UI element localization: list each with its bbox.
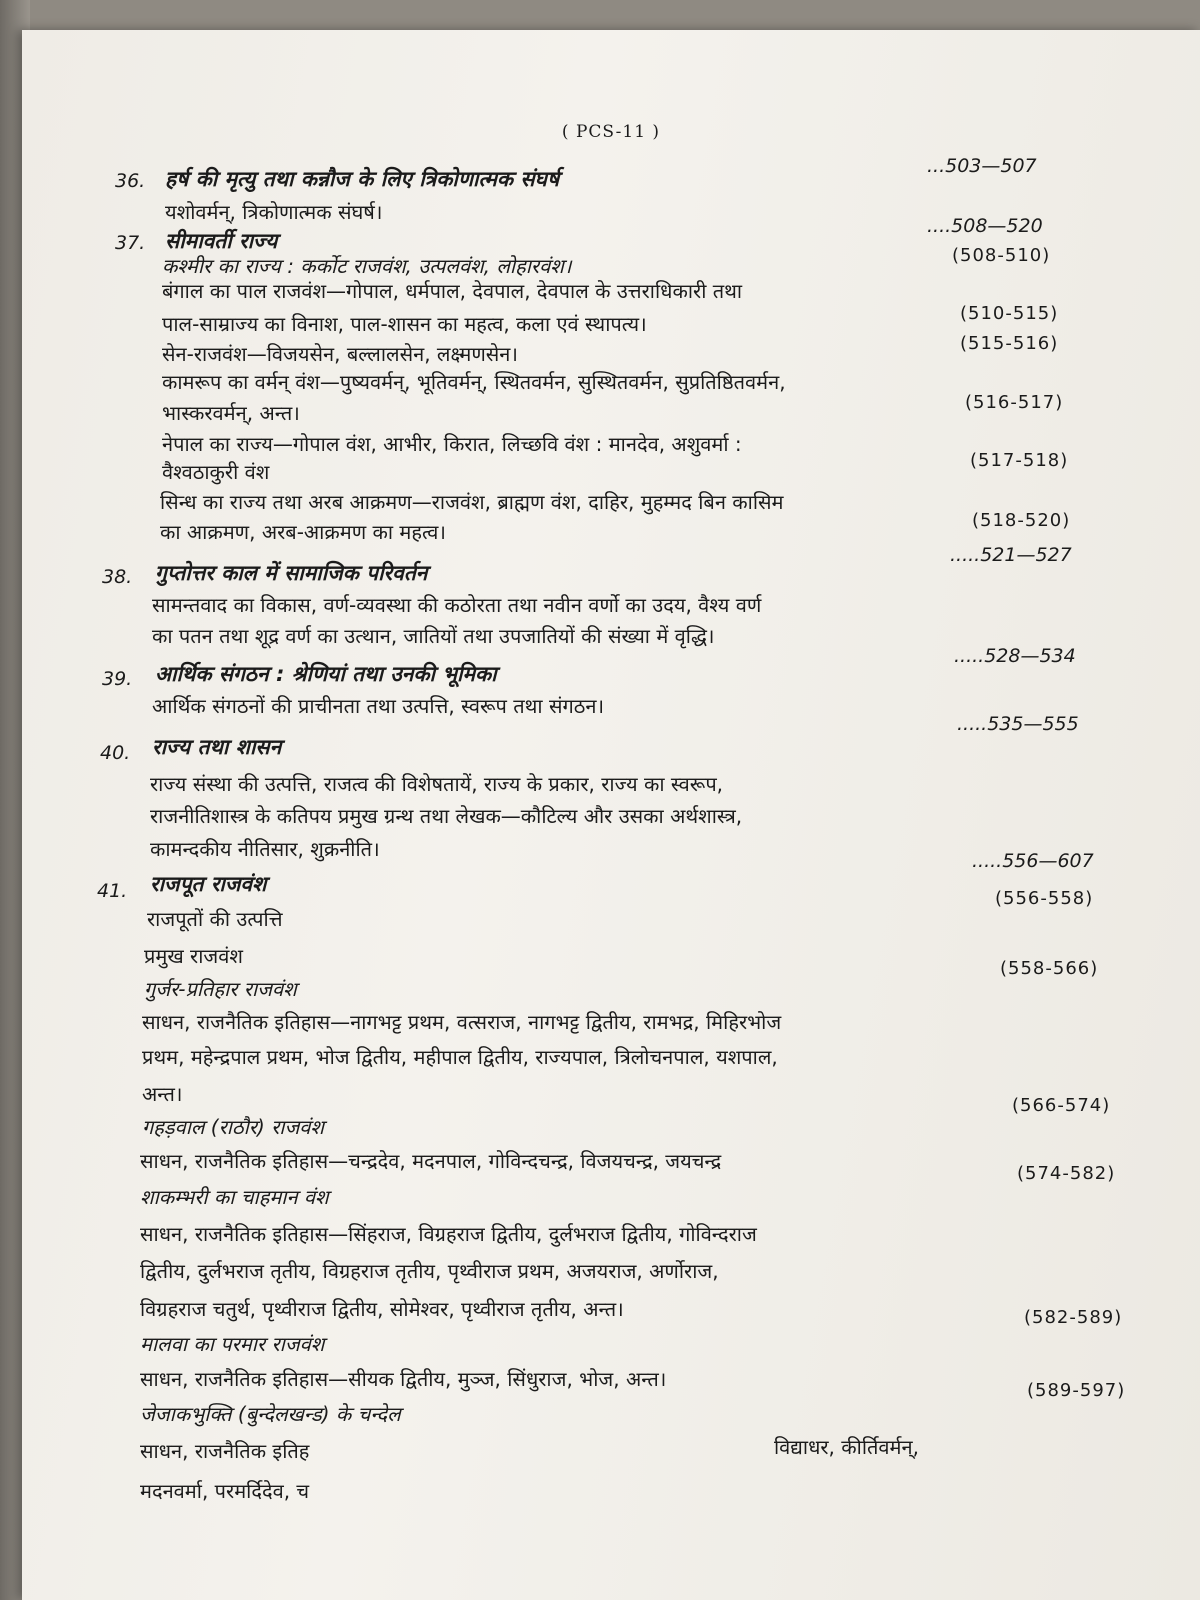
- entry-line: राजनीतिशास्त्र के कतिपय प्रमुख ग्रन्थ तथा लेखक—कौटिल्य और उसका अर्थशास्त्र,: [150, 804, 743, 828]
- entry-line: साधन, राजनैतिक इतिह: [140, 1439, 310, 1463]
- entry-title: गुप्तोत्तर काल में सामाजिक परिवर्तन: [155, 561, 428, 585]
- entry-line: वैश्वठाकुरी वंश: [162, 460, 270, 484]
- entry-line: विग्रहराज चतुर्थ, पृथ्वीराज द्वितीय, सोमेश्वर, पृथ्वीराज तृतीय, अन्त।: [140, 1297, 624, 1321]
- entry-line: मालवा का परमार राजवंश: [140, 1332, 325, 1356]
- entry-pages: .....535—555: [957, 713, 1079, 735]
- entry-line: गहड़वाल (राठौर) राजवंश: [142, 1115, 325, 1139]
- entry-line: साधन, राजनैतिक इतिहास—नागभट्ट प्रथम, वत्सराज, नागभट्ट द्वितीय, रामभद्र, मिहिरभोज: [142, 1010, 782, 1034]
- entry-pages: .....521—527: [950, 544, 1072, 566]
- entry-line: द्वितीय, दुर्लभराज तृतीय, विग्रहराज तृतीय, पृथ्वीराज प्रथम, अजयराज, अर्णोराज,: [140, 1259, 719, 1283]
- entry-number: 36.: [115, 170, 146, 192]
- page-range: (517-518): [970, 450, 1069, 471]
- entry-line: प्रथम, महेन्द्रपाल प्रथम, भोज द्वितीय, महीपाल द्वितीय, राज्यपाल, त्रिलोचनपाल, यशपाल,: [142, 1045, 778, 1069]
- entry-line: कामरूप का वर्मन् वंश—पुष्यवर्मन्, भूतिवर्मन्, स्थितवर्मन, सुस्थितवर्मन, सुप्रतिष्ठितवर्मन,: [162, 370, 786, 394]
- entry-line: जेजाकभुक्ति (बुन्देलखन्ड) के चन्देल: [140, 1402, 401, 1426]
- entry-line: नेपाल का राज्य—गोपाल वंश, आभीर, किरात, लिच्छवि वंश : मानदेव, अशुवर्मा :: [162, 432, 742, 456]
- entry-line: प्रमुख राजवंश: [144, 944, 243, 968]
- entry-line: अन्त।: [142, 1082, 183, 1106]
- entry-line: पाल-साम्राज्य का विनाश, पाल-शासन का महत्व, कला एवं स्थापत्य।: [162, 312, 647, 336]
- book-page: [22, 30, 1200, 1600]
- page-header: ( PCS-11 ): [561, 122, 661, 142]
- entry-title: हर्ष की मृत्यु तथा कन्नौज के लिए त्रिकोणात्मक संघर्ष: [165, 167, 560, 191]
- entry-line: विद्याधर, कीर्तिवर्मन्,: [774, 1435, 919, 1459]
- page-range: (566-574): [1012, 1095, 1111, 1116]
- entry-line: शाकम्भरी का चाहमान वंश: [140, 1185, 329, 1209]
- page-range: (510-515): [960, 303, 1059, 324]
- entry-number: 40.: [100, 742, 131, 764]
- page-range: (582-589): [1024, 1307, 1123, 1328]
- entry-title: राज्य तथा शासन: [152, 735, 282, 759]
- entry-title: सीमावर्ती राज्य: [165, 229, 278, 253]
- entry-number: 38.: [102, 566, 133, 588]
- entry-line: राज्य संस्था की उत्पत्ति, राजत्व की विशेषतायें, राज्य के प्रकार, राज्य का स्वरूप,: [150, 772, 724, 796]
- entry-pages: .....528—534: [954, 645, 1076, 667]
- entry-title: आर्थिक संगठन : श्रेणियां तथा उनकी भूमिका: [155, 662, 497, 686]
- entry-number: 41.: [97, 880, 128, 902]
- page-range: (574-582): [1017, 1163, 1116, 1184]
- entry-line: सामन्तवाद का विकास, वर्ण-व्यवस्था की कठोरता तथा नवीन वर्णो का उदय, वैश्य वर्ण: [152, 593, 762, 617]
- page-range: (518-520): [972, 510, 1071, 531]
- page-range: (558-566): [1000, 958, 1099, 979]
- entry-number: 37.: [115, 232, 146, 254]
- entry-line: कामन्दकीय नीतिसार, शुक्रनीति।: [150, 837, 380, 861]
- entry-number: 39.: [102, 668, 133, 690]
- entry-title: राजपूत राजवंश: [150, 872, 267, 896]
- entry-line: साधन, राजनैतिक इतिहास—सिंहराज, विग्रहराज द्वितीय, दुर्लभराज द्वितीय, गोविन्दराज: [140, 1222, 757, 1246]
- entry-line: राजपूतों की उत्पत्ति: [147, 907, 283, 931]
- entry-line: साधन, राजनैतिक इतिहास—सीयक द्वितीय, मुञ्ज, सिंधुराज, भोज, अन्त।: [140, 1367, 667, 1391]
- entry-line: कश्मीर का राज्य : कर्कोट राजवंश, उत्पलवंश, लोहारवंश।: [162, 254, 572, 278]
- entry-line: का आक्रमण, अरब-आक्रमण का महत्व।: [160, 520, 446, 544]
- page-range: (556-558): [995, 888, 1094, 909]
- entry-line: आर्थिक संगठनों की प्राचीनता तथा उत्पत्ति, स्वरूप तथा संगठन।: [152, 694, 605, 718]
- entry-pages: ...503—507: [927, 155, 1037, 177]
- entry-line: भास्करवर्मन्, अन्त।: [162, 401, 300, 425]
- entry-line: साधन, राजनैतिक इतिहास—चन्द्रदेव, मदनपाल, गोविन्दचन्द्र, विजयचन्द्र, जयचन्द्र: [140, 1149, 722, 1173]
- entry-pages: .....556—607: [972, 850, 1094, 872]
- entry-line: मदनवर्मा, परमर्दिदेव, च: [140, 1479, 310, 1503]
- entry-line: गुर्जर-प्रतिहार राजवंश: [144, 977, 297, 1001]
- page-range: (516-517): [965, 392, 1064, 413]
- entry-line: सेन-राजवंश—विजयसेन, बल्लालसेन, लक्ष्मणसेन।: [162, 342, 518, 366]
- entry-line: का पतन तथा शूद्र वर्ण का उत्थान, जातियों तथा उपजातियों की संख्या में वृद्धि।: [152, 624, 715, 648]
- entry-line: यशोवर्मन्, त्रिकोणात्मक संघर्ष।: [165, 200, 383, 224]
- entry-line: सिन्ध का राज्य तथा अरब आक्रमण—राजवंश, ब्राह्मण वंश, दाहिर, मुहम्मद बिन कासिम: [160, 490, 784, 514]
- page-range: (508-510): [952, 245, 1051, 266]
- page-range: (589-597): [1027, 1380, 1126, 1401]
- entry-line: बंगाल का पाल राजवंश—गोपाल, धर्मपाल, देवपाल, देवपाल के उत्तराधिकारी तथा: [162, 279, 743, 303]
- entry-pages: ....508—520: [927, 215, 1043, 237]
- page-range: (515-516): [960, 333, 1059, 354]
